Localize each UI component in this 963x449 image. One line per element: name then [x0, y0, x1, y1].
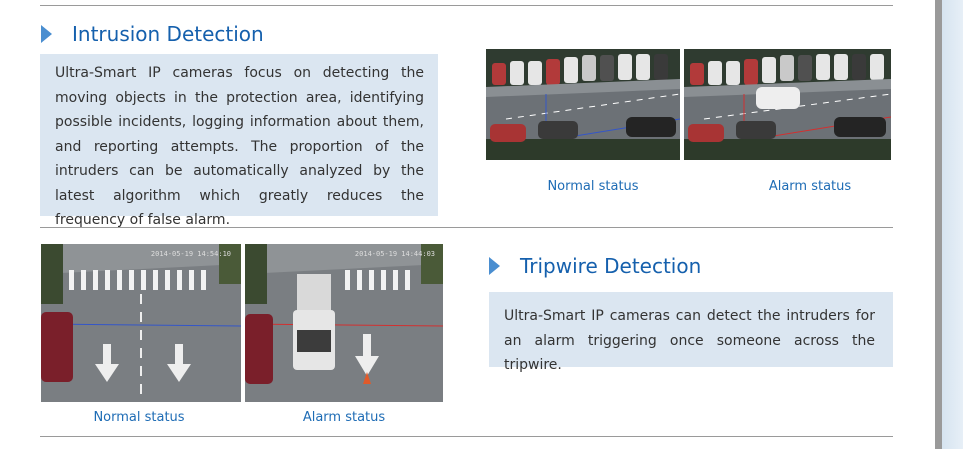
bottom-divider — [40, 436, 893, 437]
tripwire-normal-caption: Normal status — [93, 410, 185, 425]
intrusion-normal-photo — [486, 49, 680, 160]
tripwire-normal-timestamp: 2014-05-19 14:54:10 — [150, 250, 231, 258]
triangle-bullet-icon — [489, 257, 500, 275]
tripwire-alarm-caption: Alarm status — [302, 410, 386, 425]
tripwire-body: Ultra-Smart IP cameras can detect the intruders for an alarm triggering once someone across the tripwire. — [504, 308, 875, 373]
intrusion-description — [40, 54, 438, 228]
intrusion-alarm-caption: Alarm status — [768, 179, 852, 194]
intrusion-alarm-photo — [684, 49, 891, 160]
tripwire-alarm-timestamp: 2014-05-19 14:44:03 — [354, 250, 435, 258]
triangle-bullet-icon — [41, 25, 52, 43]
page-edge-strip — [935, 0, 963, 449]
intrusion-body: Ultra-Smart IP cameras focus on detecting the moving objects in the protection area, identifying possible incidents, logging information about them, and reporting attempts. The proportion of the intruders can be automatically analyzed by the latest algorithm which greatly reduces the frequency of false alarm. — [55, 65, 424, 228]
tripwire-alarm-photo — [245, 244, 443, 402]
intrusion-normal-caption: Normal status — [547, 179, 639, 194]
intrusion-heading — [41, 22, 264, 46]
tripwire-heading — [489, 254, 701, 278]
tripwire-normal-photo — [41, 244, 241, 402]
top-divider — [40, 5, 893, 6]
intrusion-title: Intrusion Detection — [72, 22, 264, 46]
tripwire-description — [489, 292, 893, 373]
tripwire-title: Tripwire Detection — [520, 254, 702, 278]
